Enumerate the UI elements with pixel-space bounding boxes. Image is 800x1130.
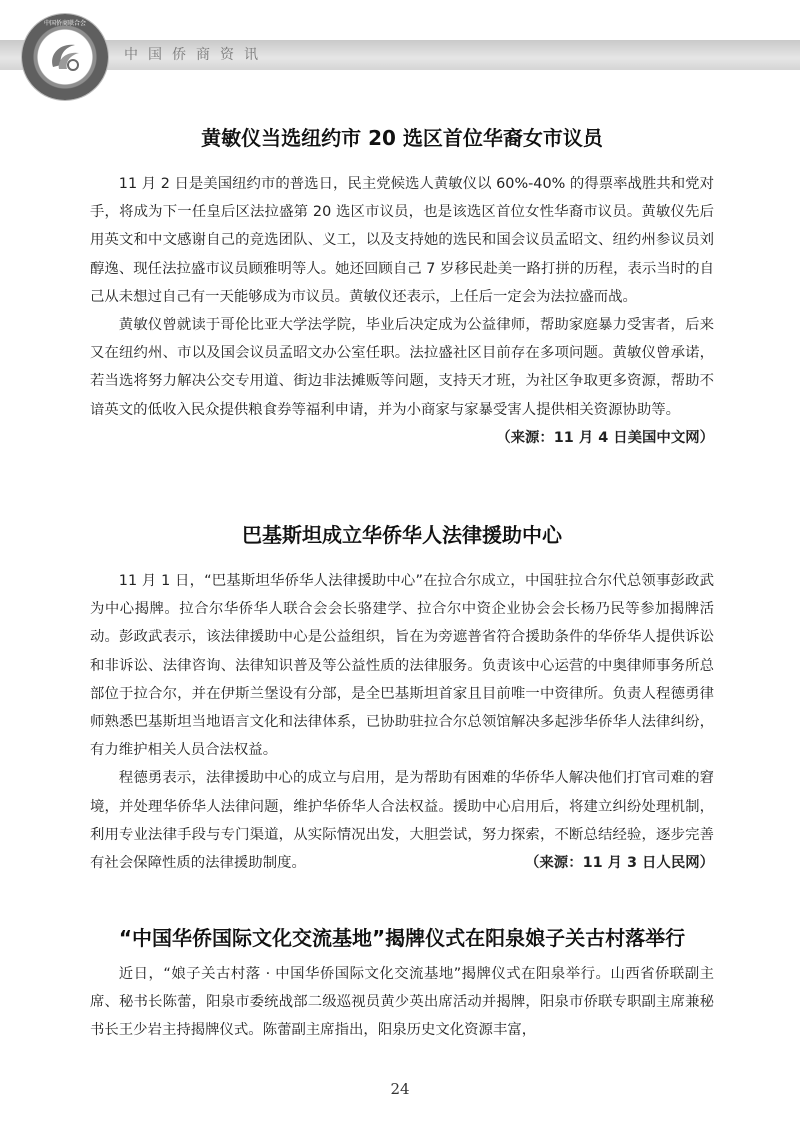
logo-emblem-icon [45, 37, 85, 77]
article-source: （来源：11 月 4 日美国中文网） [496, 429, 714, 446]
organization-logo [22, 14, 108, 100]
article-source: （来源：11 月 3 日人民网） [525, 855, 714, 872]
page-number: 24 [390, 1080, 410, 1098]
article [90, 918, 714, 1045]
logo-text: 中国侨商联合会 [43, 20, 86, 27]
article-title: 黄敏仪当选纽约市 20 选区首位华裔女市议员 [201, 126, 603, 150]
article [90, 515, 714, 877]
article-body [90, 170, 714, 446]
article-paragraph [90, 311, 714, 446]
article [90, 118, 714, 452]
article-paragraph: 11 月 2 日是美国纽约市的普选日，民主党候选人黄敏仪以 60%-40% 的得票率战胜共和党对手，将成为下一任皇后区法拉盛第 20 选区市议员，也是该选区首位女性华裔市议员。黄敏仪先后用英文和中文感谢自己的竞选团队、义工，以及支持她的选民和国会议员孟昭文、纽约州参议员刘醇逸、现任法拉盛市议员顾雅明等人。她还回顾自己 7 岁移民赴美一路打拼的历程，表示当时的自己从未想过自己有一天能够成为市议员。黄敏仪还表示，上任后一定会为法拉盛而战。 [90, 176, 714, 305]
article-body [90, 567, 714, 877]
section-title: 中国侨商资讯 [124, 47, 268, 63]
paragraph-text: 程德勇表示，法律援助中心的成立与启用，是为帮助有困难的华侨华人解决他们打官司难的窘境，并处理华侨华人法律问题，维护华侨华人合法权益。援助中心启用后，将建立纠纷处理机制，利用专业法律手段与专门渠道，从实际情况出发，大胆尝试，努力探索，不断总结经验，逐步完善有社会保障性质的法律援助制度。 [90, 770, 714, 872]
article-paragraph [90, 764, 714, 877]
article-body [90, 960, 714, 1045]
header-bar [0, 40, 800, 70]
article-paragraph: 11 月 1 日，“巴基斯坦华侨华人法律援助中心”在拉合尔成立，中国驻拉合尔代总领事彭政武为中心揭牌。拉合尔华侨华人联合会会长骆建学、拉合尔中资企业协会会长杨乃民等参加揭牌活动。彭政武表示，该法律援助中心是公益组织，旨在为旁遮普省符合援助条件的华侨华人提供诉讼和非诉讼、法律咨询、法律知识普及等公益性质的法律服务。负责该中心运营的中奥律师事务所总部位于拉合尔，并在伊斯兰堡设有分部，是全巴基斯坦首家且目前唯一中资律所。负责人程德勇律师熟悉巴基斯坦当地语言文化和法律体系，已协助驻拉合尔总领馆解决多起涉华侨华人法律纠纷，有力维护相关人员合法权益。 [90, 573, 714, 759]
article-title: “中国华侨国际文化交流基地”揭牌仪式在阳泉娘子关古村落举行 [118, 926, 686, 950]
article-paragraph: 近日，“娘子关古村落 · 中国华侨国际文化交流基地”揭牌仪式在阳泉举行。山西省侨联副主席、秘书长陈蕾，阳泉市委统战部二级巡视员黄少英出席活动并揭牌，阳泉市侨联专职副主席兼秘书长王少岩主持揭牌仪式。陈蕾副主席指出，阳泉历史文化资源丰富， [90, 966, 714, 1039]
article-title: 巴基斯坦成立华侨华人法律援助中心 [242, 523, 562, 547]
paragraph-text: 黄敏仪曾就读于哥伦比亚大学法学院，毕业后决定成为公益律师，帮助家庭暴力受害者，后来又在纽约州、市以及国会议员孟昭文办公室任职。法拉盛社区目前存在多项问题。黄敏仪曾承诺，若当选将努力解决公交专用道、街边非法摊贩等问题，支持天才班，为社区争取更多资源，帮助不谙英文的低收入民众提供粮食券等福利申请，并为小商家与家暴受害人提供相关资源协助等。 [90, 317, 714, 418]
